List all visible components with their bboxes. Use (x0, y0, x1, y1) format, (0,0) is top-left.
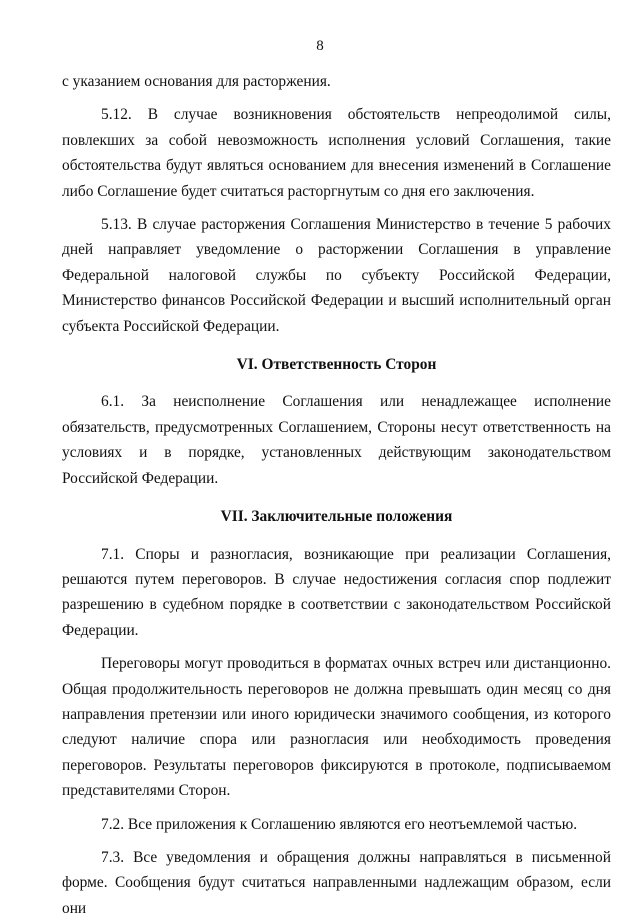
paragraph-5-12: 5.12. В случае возникновения обстоятельств непреодолимой силы, повлекших за собой невозможность исполнения условий Соглашения, такие обстоятельства будут являться основанием для внесения изменений в Соглашение либо Соглашение будет считаться расторгнутым со дня его заключения. (62, 106, 611, 200)
paragraph-continuation: с указанием основания для расторжения. (62, 73, 331, 90)
paragraph-7-3: 7.3. Все уведомления и обращения должны направляться в письменной форме. Сообщения будут считаться направленными надлежащим образом, если они (62, 848, 611, 917)
paragraph-5-13: 5.13. В случае расторжения Соглашения Министерство в течение 5 рабочих дней направляет уведомление о расторжении Соглашения в управление Федеральной налоговой службы по субъекту Российской Федерации, Министерство финансов Российской Федерации и высший исполнительный орган субъекта Российской Федерации. (62, 216, 611, 335)
section-heading-vi: VI. Ответственность Сторон (236, 356, 437, 374)
paragraph-7-1: 7.1. Споры и разногласия, возникающие при реализации Соглашения, решаются путем переговоров. В случае недостижения согласия спор подлежит разрешению в судебном порядке в соответствии с законодательством Российской Федерации. (62, 545, 611, 639)
paragraph-negotiations: Переговоры могут проводиться в форматах очных встреч или дистанционно. Общая продолжительность переговоров не должна превышать один месяц со дня направления претензии или иного юридически значимого сообщения, из которого следуют наличие спора или разногласия или необходимость проведения переговоров. Результаты переговоров фиксируются в протоколе, подписываемом представителями Сторон. (62, 655, 611, 800)
section-heading-vii: VII. Заключительные положения (220, 508, 453, 526)
paragraph-7-2: 7.2. Все приложения к Соглашению являются его неотъемлемой частью. (101, 815, 578, 833)
document-body (62, 69, 611, 921)
page-number: 8 (316, 38, 324, 54)
paragraph-6-1: 6.1. За неисполнение Соглашения или ненадлежащее исполнение обязательств, предусмотренных Соглашением, Стороны несут ответственность на условиях и в порядке, установленных действующим законодательством Российской Федерации. (62, 393, 611, 487)
